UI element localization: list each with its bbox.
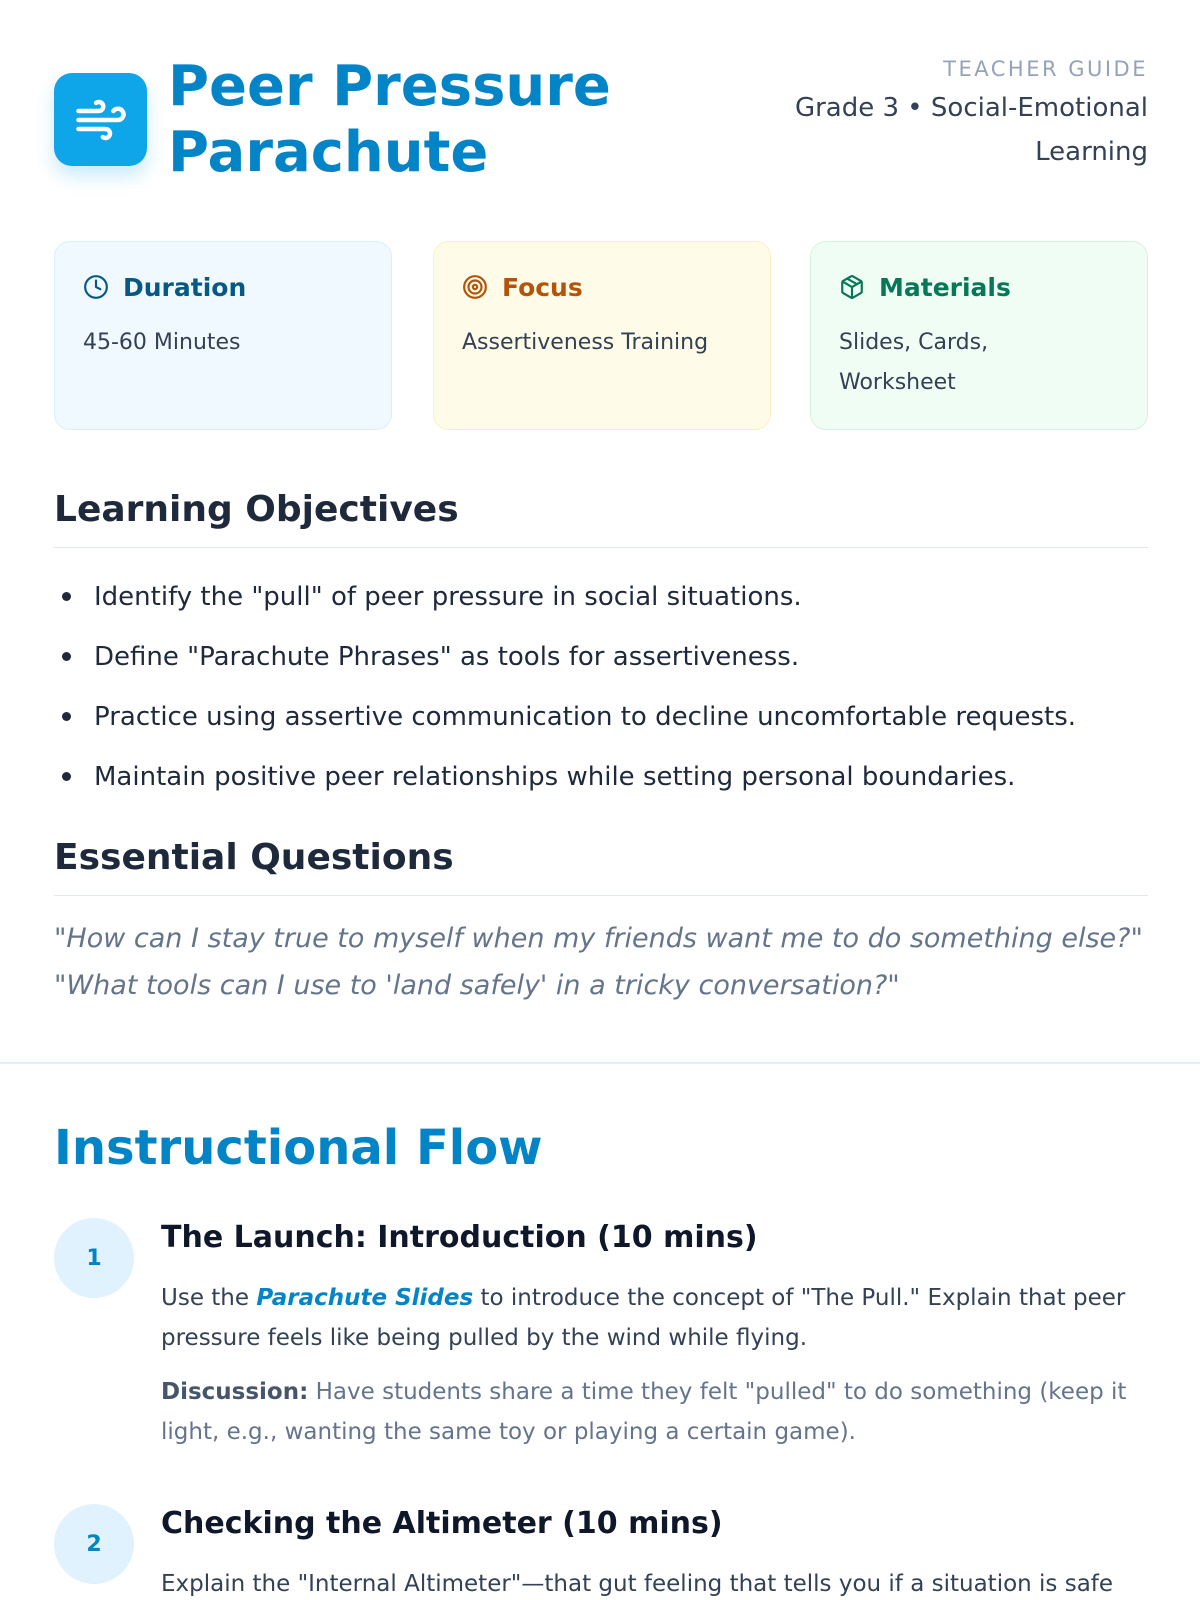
step-body-pre: Use the bbox=[161, 1285, 250, 1311]
focus-card bbox=[433, 241, 771, 430]
step-body-rest: to introduce the concept of "The Pull." Explain that peer bbox=[480, 1285, 1126, 1311]
parachute-slides-link[interactable]: Parachute Slides bbox=[256, 1285, 474, 1311]
grade-subject-line1: Grade 3 • Social-Emotional bbox=[794, 93, 1148, 123]
materials-value-line1: Slides, Cards, bbox=[839, 330, 989, 355]
list-item: Practice using assertive communication to decline uncomfortable requests. bbox=[54, 687, 1148, 747]
materials-value bbox=[839, 323, 1119, 403]
list-item: Maintain positive peer relationships while setting personal boundaries. bbox=[54, 747, 1148, 807]
focus-value: Assertiveness Training bbox=[462, 330, 709, 355]
instructional-flow-heading: Instructional Flow bbox=[54, 1120, 543, 1176]
materials-label: Materials bbox=[879, 272, 1011, 302]
duration-card bbox=[54, 241, 392, 430]
page-title bbox=[168, 54, 728, 186]
list-item: Define "Parachute Phrases" as tools for assertiveness. bbox=[54, 627, 1148, 687]
question-2: "What tools can I use to 'land safely' in a tricky conversation?" bbox=[54, 970, 900, 1001]
page-title-line2: Parachute bbox=[168, 120, 489, 185]
objectives-list bbox=[54, 567, 1148, 807]
focus-label: Focus bbox=[502, 272, 583, 302]
clock-icon bbox=[83, 274, 109, 300]
page-title-line1: Peer Pressure bbox=[168, 54, 611, 119]
guide-meta bbox=[728, 55, 1148, 175]
guide-label: TEACHER GUIDE bbox=[943, 57, 1148, 81]
grade-subject-line2: Learning bbox=[1035, 137, 1148, 167]
step-body-line2: pressure feels like being pulled by the wind while flying. bbox=[161, 1325, 807, 1351]
step-title: The Launch: Introduction (10 mins) bbox=[161, 1220, 758, 1255]
grade-subject bbox=[728, 85, 1148, 175]
flow-step-1 bbox=[54, 1218, 1174, 1448]
target-icon bbox=[462, 274, 488, 300]
step-body bbox=[161, 1278, 1161, 1358]
question-1: "How can I stay true to myself when my friends want me to do something else?" bbox=[54, 923, 1143, 954]
step-body: Explain the "Internal Altimeter"—that gut feeling that tells you if a situation is safe bbox=[161, 1571, 1114, 1597]
learning-objectives-heading: Learning Objectives bbox=[54, 489, 1148, 548]
materials-value-line2: Worksheet bbox=[839, 370, 956, 395]
page-header bbox=[54, 52, 1148, 192]
list-item: Identify the "pull" of peer pressure in social situations. bbox=[54, 567, 1148, 627]
section-divider bbox=[0, 1062, 1200, 1064]
step-number: 2 bbox=[54, 1504, 134, 1584]
essential-questions bbox=[54, 915, 1174, 1009]
duration-value: 45-60 Minutes bbox=[83, 330, 241, 355]
step-title: Checking the Altimeter (10 mins) bbox=[161, 1506, 723, 1541]
flow-step-2 bbox=[54, 1504, 1174, 1600]
box-icon bbox=[839, 274, 865, 300]
materials-card bbox=[810, 241, 1148, 430]
essential-questions-heading: Essential Questions bbox=[54, 837, 1148, 896]
step-number: 1 bbox=[54, 1218, 134, 1298]
duration-label: Duration bbox=[123, 272, 247, 302]
step-discussion bbox=[161, 1372, 1161, 1452]
discussion-line1: Have students share a time they felt "pulled" to do something (keep it bbox=[315, 1379, 1127, 1405]
wind-icon bbox=[54, 73, 147, 166]
discussion-label: Discussion: bbox=[161, 1379, 309, 1405]
discussion-line2: light, e.g., wanting the same toy or playing a certain game). bbox=[161, 1419, 856, 1445]
